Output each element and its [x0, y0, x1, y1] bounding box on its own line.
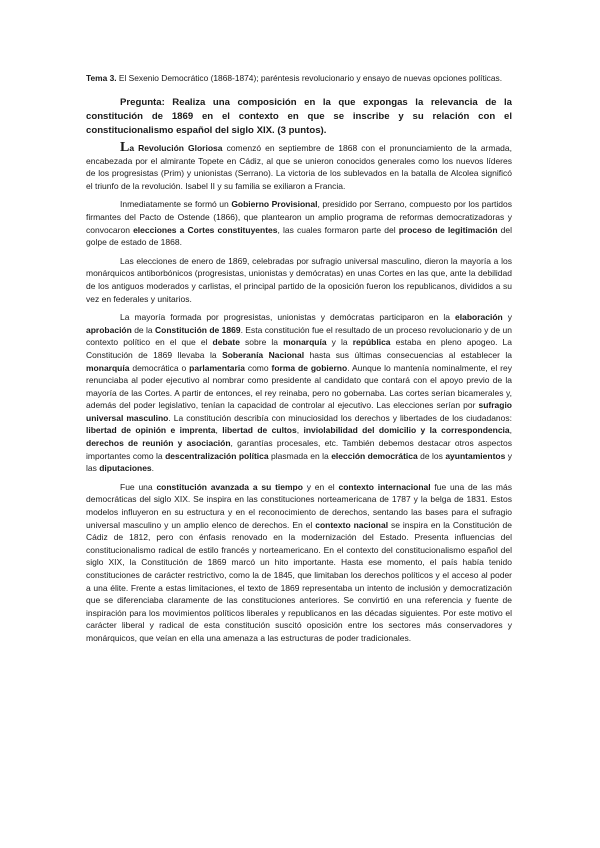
paragraph-5: Fue una constitución avanzada a su tiempo y en el contexto internacional fue una de las más democráticas del siglo XIX. Se inspira en las constituciones norteamericana de 1787 y la belga de 1831. Estos modelos influyeron en su estructura y en el reconocimiento de derechos, sentando las bases para el sufragio universal masculino y un amplio elenco de derechos. En el contexto nacional se inspira en la Constitución de Cádiz de 1812, pero con énfasis renovado en la modernización del Estado. Presenta influencias del constitucionalismo radical de estilo francés y norteamericano. En el contexto del constitucionalismo español del siglo XIX, la Constitución de 1869 marcó un hito importante. Hasta ese momento, el país había tenido constituciones de carácter restrictivo, como la de 1845, que limitaban los derechos políticos y el acceso al poder a una élite. Frente a estas limitaciones, el texto de 1869 representaba un intento de inclusión y democratización que se diferenciaba claramente de las constituciones anteriores. Se convirtió en una referencia y fuente de inspiración para los movimientos políticos liberales y republicanos en las décadas siguientes. Por este motivo el carácter liberal y radical de esta constitución suscitó oposición entre los sectores más conservadores y monárquicos, que veían en ella una amenaza a las estructuras de poder tradicionales.: [86, 481, 512, 643]
paragraph-1: La Revolución Gloriosa comenzó en septiembre de 1868 con el pronunciamiento de la armada, encabezada por el almirante Topete en Cádiz, al que se unieron conocidos generales como los nuevos líderes de los progresistas (Prim) y unionistas (Serrano). La victoria de los sublevados en la batalla de Alcolea significó el triunfo de la revolución. Isabel II y su familia se exiliaron a Francia.: [86, 140, 512, 191]
paragraph-4: La mayoría formada por progresistas, unionistas y demócratas participaron en la elaboración y aprobación de la Constitución de 1869. Esta constitución fue el resultado de un proceso revolucionario y de un contexto político en el que el debate sobre la monarquía y la república estaba en pleno apogeo. La Constitución de 1869 llevaba la Soberanía Nacional hasta sus últimas consecuencias al establecer la monarquía democrática o parlamentaria como forma de gobierno. Aunque lo mantenía nominalmente, el rey renunciaba al poder ejecutivo al nombrar como presidente al candidato que contará con el apoyo previo de la mayoría de las Cortes. A partir de entonces, el rey reinaba, pero no gobernaba. Las cortes serían bicamerales y, además del poder legislativo, tenían la capacidad de controlar al ejecutivo. Las elecciones serían por sufragio universal masculino. La constitución describía con minuciosidad los derechos y libertades de los ciudadanos: libertad de opinión e imprenta, libertad de cultos, inviolabilidad del domicilio y la correspondencia, derechos de reunión y asociación, garantías procesales, etc. También debemos destacar otros aspectos importantes como la descentralización política plasmada en la elección democrática de los ayuntamientos y las diputaciones.: [86, 312, 513, 474]
question-text: Realiza una composición en la que expongas la relevancia de la constitución de 1869 en el contexto en que se inscribe y su relación con el constitucionalismo español del siglo XIX. (3 puntos).: [86, 97, 512, 136]
paragraph-3: Las elecciones de enero de 1869, celebradas por sufragio universal masculino, dieron la mayoría a los monárquicos antiborbónicos (progresistas, unionistas y demócratas) en unas Cortes en las que, ante la debilidad de los antiguos moderados y carlistas, el principal partido de la oposición fueron los republicanos, divididos a su vez en federales y unitarios.: [86, 255, 512, 304]
question: [86, 96, 512, 138]
topic-label: Tema 3.: [86, 73, 117, 83]
topic-heading: [86, 72, 512, 84]
topic-text: El Sexenio Democrático (1868-1874); paréntesis revolucionario y ensayo de nuevas opciones políticas.: [116, 73, 503, 83]
paragraph-2: Inmediatamente se formó un Gobierno Provisional, presidido por Serrano, compuesto por los partidos firmantes del Pacto de Ostende (1866), que plantearon un amplio programa de reformas democratizadoras y convocaron elecciones a Cortes constituyentes, las cuales formaron parte del proceso de legitimación del golpe de estado de 1868.: [86, 199, 513, 248]
question-label: Pregunta:: [120, 97, 165, 108]
drop-cap: L: [120, 140, 130, 155]
